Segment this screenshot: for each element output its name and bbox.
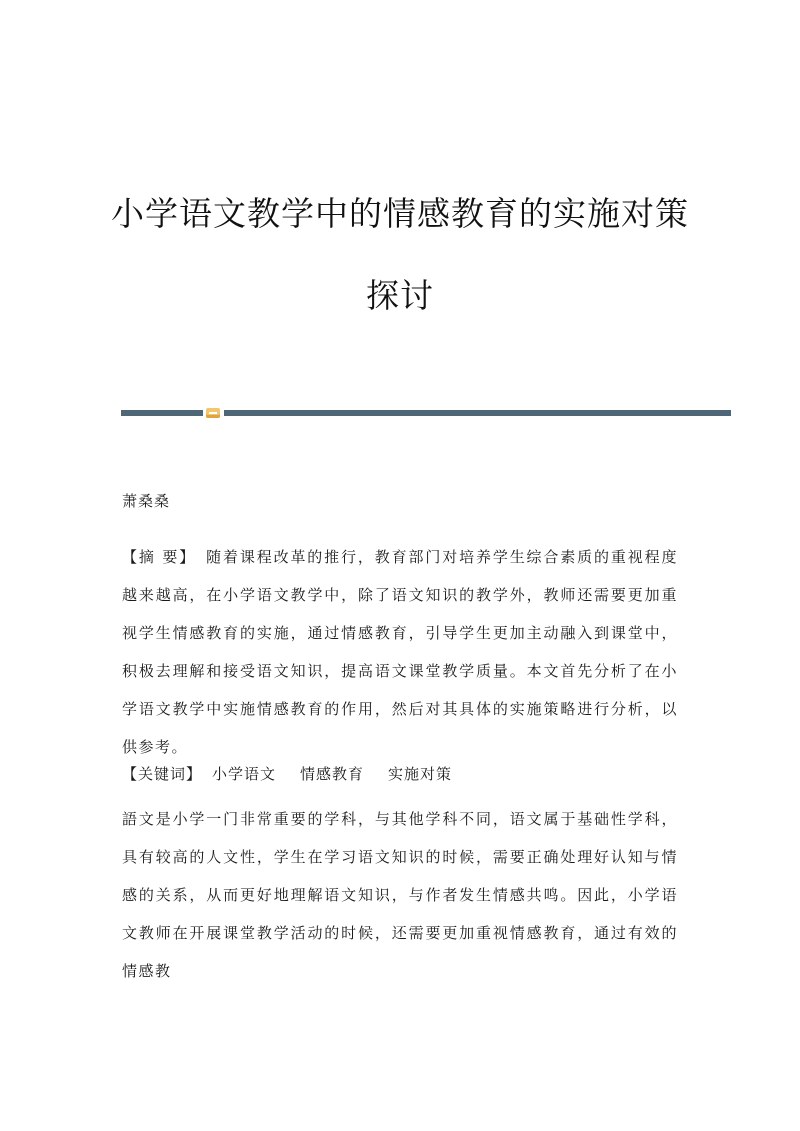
- paper-title-line-2: 探讨: [366, 276, 434, 315]
- divider-bar-left: [121, 410, 203, 416]
- paper-title-line-1: 小学语文教学中的情感教育的实施对策: [111, 194, 689, 233]
- abstract-text: 随着课程改革的推行，教育部门对培养学生综合素质的重视程度越来越高，在小学语文教学中，除了语文知识的教学外，教师还需要更加重视学生情感教育的实施，通过情感教育，引导学生更加主动融入到课堂中，积极去理解和接受语文知识，提高语文课堂教学质量。本文首先分析了在小学语文教学中实施情感教育的作用，然后对其具体的实施策略进行分析，以供参考。: [122, 548, 678, 756]
- divider-bar-right: [224, 410, 731, 416]
- abstract-label: 【摘 要】: [122, 548, 197, 566]
- abstract: [122, 538, 678, 766]
- keyword-item: 情感教育: [300, 765, 365, 783]
- keywords-label: 【关键词】: [122, 765, 203, 783]
- title-divider: [121, 408, 731, 418]
- divider-ornament-icon: [206, 408, 220, 418]
- keywords: [122, 755, 678, 793]
- keyword-item: 实施对策: [388, 765, 453, 783]
- body-paragraph: 語文是小学一门非常重要的学科，与其他学科不同，语文属于基础性学科，具有较高的人文性，学生在学习语文知识的时候，需要正确处理好认知与情感的关系，从而更好地理解语文知识，与作者发生情感共鸣。因此，小学语文教师在开展课堂教学活动的时候，还需要更加重视情感教育，通过有效的情感教: [122, 810, 678, 980]
- keyword-item: 小学语文: [212, 765, 277, 783]
- author-name: 萧桑桑: [122, 492, 171, 510]
